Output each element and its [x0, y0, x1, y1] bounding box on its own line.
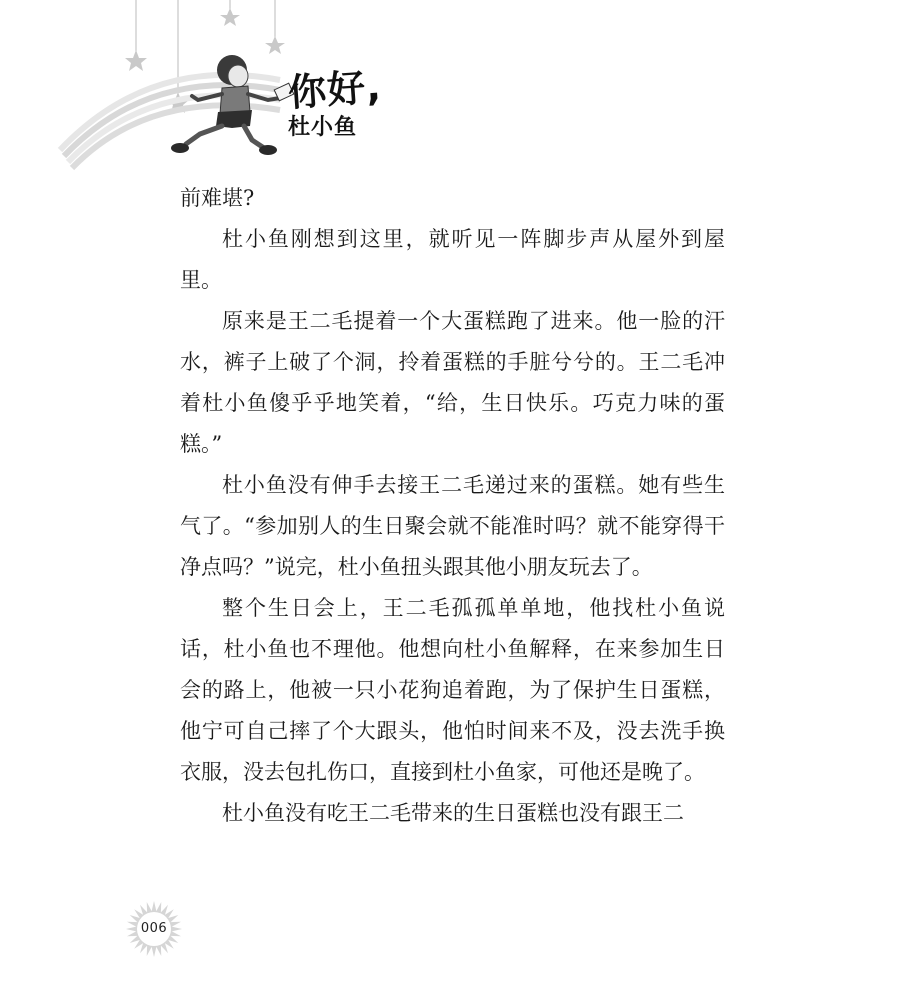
paragraph: 杜小鱼没有伸手去接王二毛递过来的蛋糕。她有些生气了。“参加别人的生日聚会就不能准时吗？就不能穿得干净点吗？”说完，杜小鱼扭头跟其他小朋友玩去了。: [180, 473, 725, 579]
paragraph: 整个生日会上，王二毛孤孤单单地，他找杜小鱼说话，杜小鱼也不理他。他想向杜小鱼解释，在来参加生日会的路上，他被一只小花狗追着跑，为了保护生日蛋糕，他宁可自己摔了个大跟头，他怕时间来不及，没去洗手换衣服，没去包扎伤口，直接到杜小鱼家，可他还是晚了。: [180, 596, 725, 784]
paragraph: 杜小鱼没有吃王二毛带来的生日蛋糕也没有跟王二: [222, 801, 684, 825]
paragraph: 杜小鱼刚想到这里，就听见一阵脚步声从屋外到屋里。: [180, 227, 725, 292]
star-icon: [220, 8, 240, 26]
body-text: [180, 178, 725, 834]
header-subtitle: 杜小鱼: [288, 115, 358, 140]
paragraph: 前难堪?: [180, 186, 255, 210]
page-number-badge: [125, 900, 183, 958]
star-icon: [265, 36, 285, 54]
header-title: 你好,: [286, 64, 383, 115]
star-icon: [125, 50, 147, 71]
page-number: 006: [140, 921, 168, 936]
paragraph: 原来是王二毛提着一个大蛋糕跑了进来。他一脸的汗水，裤子上破了个洞，拎着蛋糕的手脏兮兮的。王二毛冲着杜小鱼傻乎乎地笑着，“给，生日快乐。巧克力味的蛋糕。”: [180, 309, 725, 456]
